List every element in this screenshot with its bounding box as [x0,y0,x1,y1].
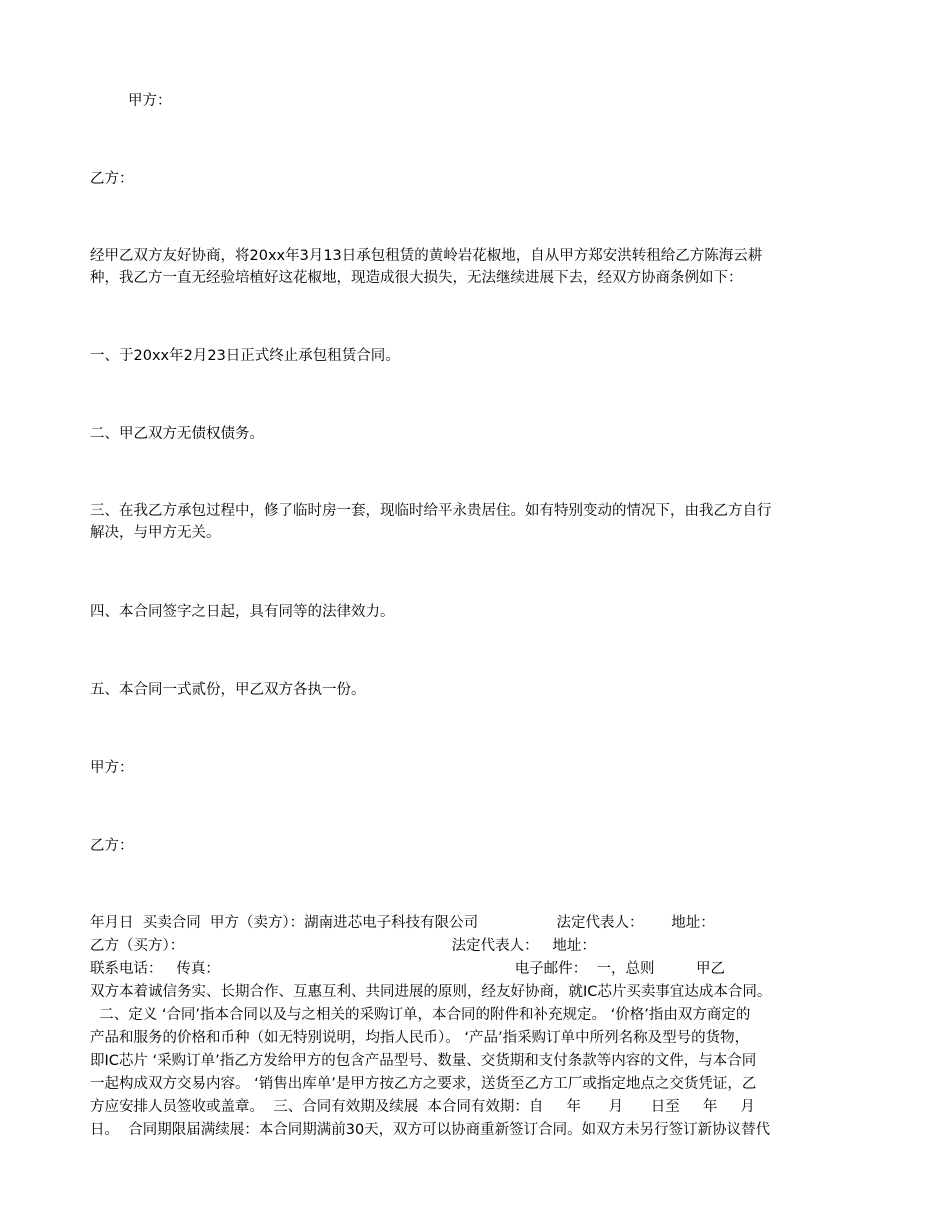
contract-line-4: 双方本着诚信务实、长期合作、互惠互利、共同进展的原则，经友好协商，就IC芯片买卖事宜达成本合同。 [90,984,772,1000]
contract-line-3: 联系电话： 传真： 电子邮件： 一，总则 甲乙 [90,961,726,977]
contract-line-2: 乙方（买方）： 法定代表人： 地址： [90,938,596,954]
party-b-label-bottom: 乙方： [90,838,134,854]
clause-1: 一、于20xx年2月23日正式终止承包租赁合同。 [90,348,400,364]
clause-3-line-2: 解决，与甲方无关。 [90,525,221,541]
clause-5: 五、本合同一式贰份，甲乙双方各执一份。 [90,682,366,698]
party-a-label-bottom: 甲方： [90,760,134,776]
contract-line-8: 一起构成双方交易内容。 ‘销售出库单’是甲方按乙方之要求，送货至乙方工厂或指定地点之交货凭证，乙 [90,1076,757,1092]
clause-3-line-1: 三、在我乙方承包过程中，修了临时房一套，现临时给平永贵居住。如有特别变动的情况下，由我乙方自行 [90,503,772,519]
contract-line-6: 产品和服务的价格和币种（如无特别说明，均指人民币）。 ‘产品’指采购订单中所列名称及型号的货物， [90,1030,750,1046]
contract-line-1: 年月日 买卖合同 甲方（卖方）：湖南进芯电子科技有限公司 法定代表人： 地址： [90,915,715,931]
intro-paragraph-line-1: 经甲乙双方友好协商，将20xx年3月13日承包租赁的黄岭岩花椒地，自从甲方郑安洪转租给乙方陈海云耕 [90,248,763,264]
intro-paragraph-line-2: 种，我乙方一直无经验培植好这花椒地，现造成很大损失，无法继续进展下去，经双方协商条例如下： [90,270,743,286]
clause-2: 二、甲乙双方无债权债务。 [90,426,264,442]
contract-line-7: 即IC芯片 ‘采购订单’指乙方发给甲方的包含产品型号、数量、交货期和支付条款等内容的文件，与本合同 [90,1053,757,1069]
party-a-label-top: 甲方： [128,93,172,109]
clause-4: 四、本合同签字之日起，具有同等的法律效力。 [90,604,395,620]
contract-line-5: 二、定义 ‘合同’指本合同以及与之相关的采购订单，本合同的附件和补充规定。 ‘价格’指由双方商定的 [90,1007,751,1023]
contract-line-10: 日。 合同期限届满续展：本合同期满前30天，双方可以协商重新签订合同。如双方未另行签订新协议替代 [90,1122,771,1138]
party-b-label-top: 乙方： [90,171,134,187]
contract-line-9: 方应安排人员签收或盖章。 三、合同有效期及续展 本合同有效期：自 年 月 日至 年 月 [90,1099,755,1115]
